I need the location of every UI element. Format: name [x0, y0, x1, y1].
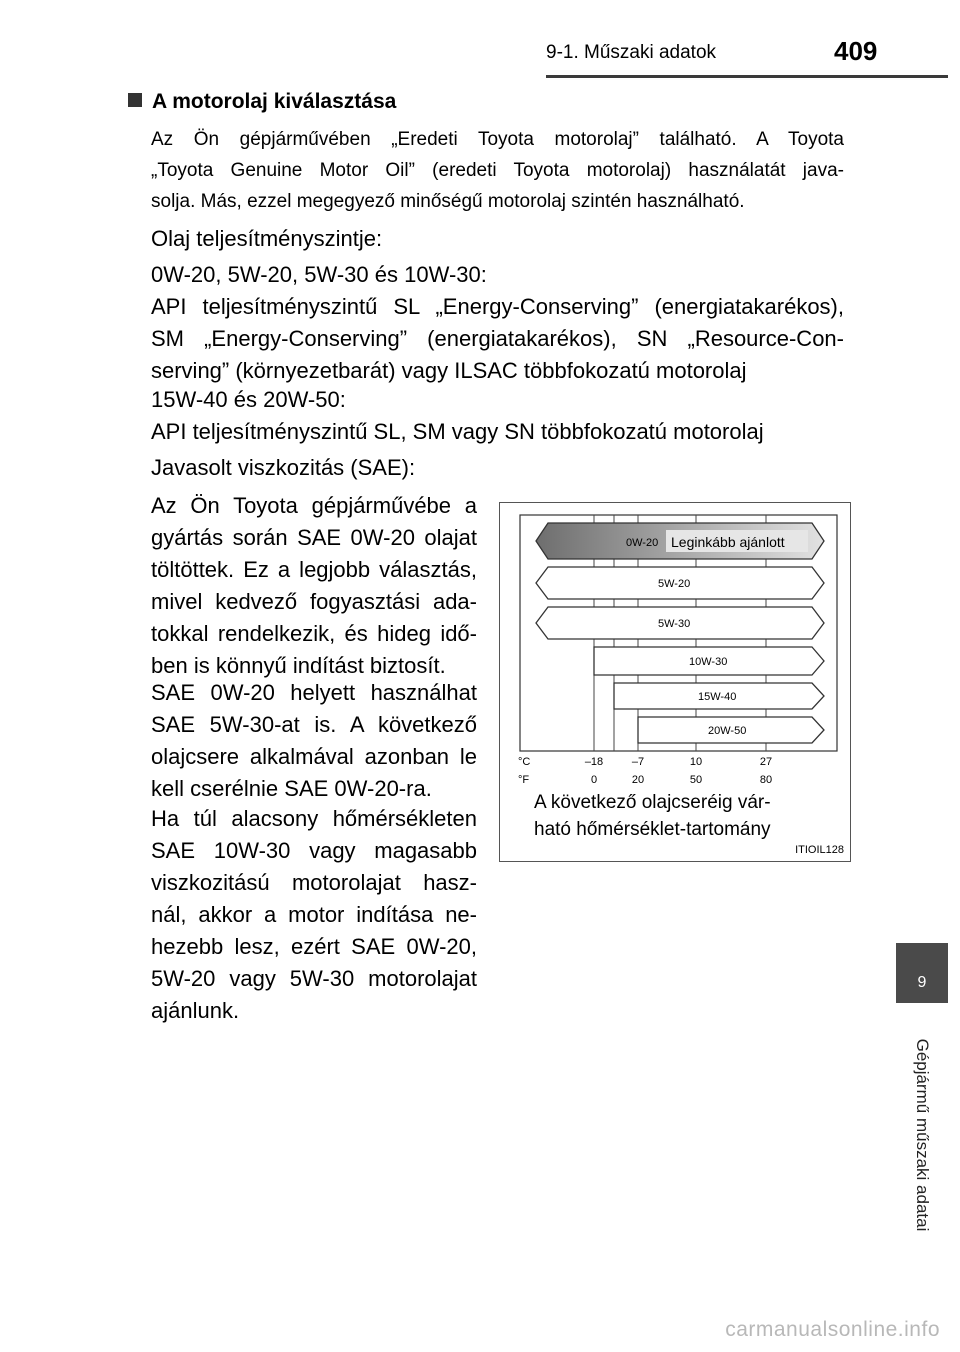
header-rule: [546, 75, 948, 78]
grade-group-line: API teljesítményszintű SL „Energy-Conserving” (energiatakarékos),: [151, 294, 844, 319]
grade-group-title: 15W-40 és 20W-50:: [151, 387, 346, 412]
axis-unit-f: °F: [518, 774, 530, 786]
grade-group-line: SM „Energy-Conserving” (energiatakarékos), SN „Resource-Con-: [151, 326, 844, 351]
grade-group-2: [151, 384, 844, 448]
chapter-side-label: Gépjármű műszaki adatai: [913, 1038, 932, 1232]
para-line: Ha túl alacsony hőmérsékleten: [151, 806, 477, 831]
para-line: töltöttek. Ez a legjobb választás,: [151, 557, 477, 582]
axis-tick-f: 20: [631, 774, 645, 786]
chapter-tab[interactable]: [896, 943, 948, 1003]
section-heading: [128, 90, 396, 114]
axis-tick-c: –18: [584, 756, 604, 768]
grade-group-title: 0W-20, 5W-20, 5W-30 és 10W-30:: [151, 262, 487, 287]
figure-code: ITIOIL128: [795, 844, 844, 856]
grade-label-5w20: 5W-20: [658, 578, 691, 590]
paragraph-alternative: [151, 677, 477, 805]
para-line: olajcsere alkalmával azonban le: [151, 744, 477, 769]
figure-caption-line: ható hőmérséklet-tartomány: [534, 819, 771, 840]
page-number: 409: [834, 36, 878, 66]
para-line: mivel kedvező fogyasztási ada-: [151, 589, 477, 614]
para-line: tokkal rendelkezik, és hideg idő-: [151, 621, 477, 646]
intro-paragraph: [151, 124, 844, 217]
axis-tick-c: –7: [631, 756, 645, 768]
para-line: gyártás során SAE 0W-20 olajat: [151, 525, 477, 550]
intro-line: solja. Más, ezzel megegyező minőségű motorolaj szintén használható.: [151, 191, 745, 212]
para-line: 5W-20 vagy 5W-30 motorolajat: [151, 966, 477, 991]
grade-group-line: serving” (környezetbarát) vagy ILSAC többfokozatú motorolaj: [151, 358, 747, 383]
axis-tick-c: 10: [689, 756, 703, 768]
para-line: SAE 5W-30-at is. A következő: [151, 712, 477, 737]
viscosity-figure: [499, 502, 851, 862]
axis-tick-f: 0: [590, 774, 598, 786]
viscosity-label: Javasolt viszkozitás (SAE):: [151, 455, 416, 480]
para-line: Az Ön Toyota gépjárművébe a: [151, 493, 477, 518]
recommended-label: Leginkább ajánlott: [671, 534, 785, 550]
grade-label-5w30: 5W-30: [658, 618, 691, 630]
paragraph-low-temp: [151, 803, 477, 1027]
axis-tick-f: 80: [759, 774, 773, 786]
grade-label-15w40: 15W-40: [698, 691, 737, 703]
para-line: kell cserélnie SAE 0W-20-ra.: [151, 776, 432, 801]
grade-group-line: API teljesítményszintű SL, SM vagy SN többfokozatú motorolaj: [151, 419, 764, 444]
para-line: nál, akkor a motor indítása ne-: [151, 902, 477, 927]
grade-label-20w50: 20W-50: [708, 725, 747, 737]
grade-label-10w30: 10W-30: [689, 656, 728, 668]
axis-tick-c: 27: [759, 756, 773, 768]
paragraph-factory-fill: [151, 490, 477, 682]
figure-caption: [534, 789, 771, 843]
perf-level-label: Olaj teljesítményszintje:: [151, 226, 383, 251]
para-line: viszkozitású motorolajat hasz-: [151, 870, 477, 895]
para-line: ajánlunk.: [151, 998, 240, 1023]
section-heading-text: A motorolaj kiválasztása: [152, 90, 397, 113]
figure-caption-line: A következő olajcseréig vár-: [534, 792, 771, 813]
grade-group-1: [151, 259, 844, 387]
para-line: ben is könnyű indítást biztosít.: [151, 653, 446, 678]
axis-tick-f: 50: [689, 774, 703, 786]
para-line: SAE 10W-30 vagy magasabb: [151, 838, 477, 863]
grade-label-0w20: 0W-20: [626, 537, 659, 549]
bullet-square-icon: [128, 93, 142, 107]
axis-unit-c: °C: [518, 756, 531, 768]
para-line: SAE 0W-20 helyett használhat: [151, 680, 477, 705]
intro-line: „Toyota Genuine Motor Oil” (eredeti Toyota motorolaj) használatát java-: [151, 160, 844, 181]
intro-line: Az Ön gépjárművében „Eredeti Toyota motorolaj” található. A Toyota: [151, 129, 844, 150]
chapter-tab-number: 9: [917, 974, 927, 991]
section-title: 9-1. Műszaki adatok: [546, 42, 717, 63]
para-line: hezebb lesz, ezért SAE 0W-20,: [151, 934, 477, 959]
watermark: carmanualsonline.info: [725, 1318, 940, 1341]
